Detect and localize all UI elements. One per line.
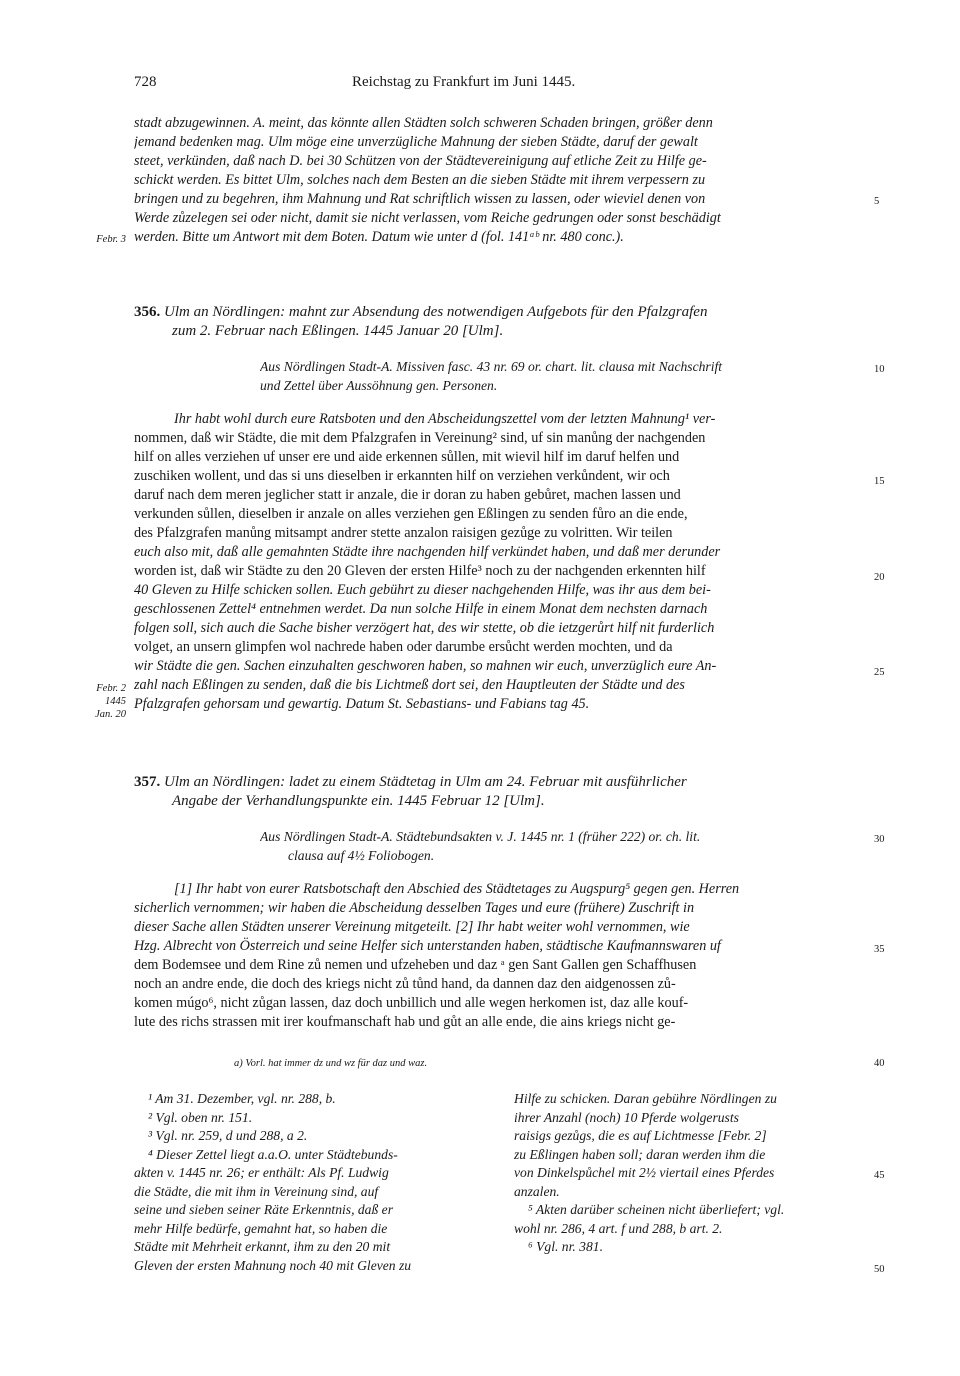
text-line: Pfalzgrafen gehorsam und gewartig. Datum St. Sebastians- und Fabians tag 45.: [134, 696, 590, 712]
margin-date: Febr. 3: [96, 234, 126, 245]
running-title: Reichstag zu Frankfurt im Juni 1445.: [352, 74, 576, 90]
heading-text: Ulm an Nördlingen: mahnt zur Absendung des notwendigen Aufgebots für den Pfalzgrafen: [164, 304, 708, 320]
apparatus-note: a) Vorl. hat immer dz und wz für daz und waz.: [234, 1058, 428, 1069]
heading-text: Angabe der Verhandlungspunkte ein. 1445 Februar 12 [Ulm].: [172, 793, 545, 809]
footnote: mehr Hilfe bedürfe, gemahnt hat, so haben die: [134, 1220, 388, 1236]
text-line: sicherlich vernommen; wir haben die Abscheidung desselben Tages und eure (frühere) Zuschrift in: [134, 900, 695, 916]
text-line: euch also mit, daß alle gemahnten Städte ihre nachgenden hilf verkündet haben, und daß mer derunder: [134, 544, 721, 560]
line-number: 45: [874, 1170, 885, 1181]
line-number: 40: [874, 1058, 885, 1069]
entry-number: 356.: [134, 304, 161, 320]
text-line: wir Städte die gen. Sachen einzuhalten geschworen haben, so mahnen wir euch, unverzüglich eure An-: [134, 658, 717, 674]
source-note: [260, 358, 866, 396]
text-line: verkunden sůllen, dieselben ir anzale on alles verziehen gen Eßlingen zu senden fůro an die ende,: [134, 506, 688, 522]
text-line: bringen und zu begehren, ihm Mahnung und Rat schriftlich wissen zu lassen, oder wieviel denen von: [134, 191, 706, 207]
text-line: [1] Ihr habt von eurer Ratsbotschaft den Abschied des Städtetages zu Augspurg⁵ gegen gen. Herren: [174, 881, 740, 897]
footnote: ¹ Am 31. Dezember, vgl. nr. 288, b.: [148, 1091, 336, 1106]
footnotes-left: [134, 1090, 494, 1275]
text-line: zuschiken wollent, und das si uns dieselben ir erkannten hilf on verziehen verkůndent, wir och: [134, 468, 670, 484]
margin-date: Febr. 2 1445 Jan. 20: [95, 683, 126, 720]
text-line: zahl nach Eßlingen zu senden, daß die bis Lichtmeß dort sei, den Hauptleuten der Städte und des: [134, 677, 685, 693]
text-line: 40 Gleven zu Hilfe schicken sollen. Euch gebührt zu dieser nachgehenden Hilfe, was ihr aus dem bei-: [134, 582, 711, 598]
text-line: volget, an unsern glimpfen wol nachrede haben oder darumbe ersůcht werden mochten, und da: [134, 639, 673, 655]
footnote: Hilfe zu schicken. Daran gebühre Nördlingen zu: [514, 1091, 777, 1106]
text-line: Hzg. Albrecht von Österreich und seine Helfer sich unterstanden haben, städtische Kaufmannswaren uf: [134, 938, 721, 954]
text-line: des Pfalzgrafen manůng mitsampt andrer stette anzalon raisigen gezůge zu volritten. Wir teilen: [134, 525, 673, 541]
footnote: anzalen.: [514, 1183, 560, 1199]
text-line: lute des richs strassen mit irer koufmanschaft hab und gůt an alle ende, die ains kriegs nicht ge-: [134, 1014, 676, 1030]
footnote: ³ Vgl. nr. 259, d und 288, a 2.: [148, 1128, 308, 1143]
text-line: werden. Bitte um Antwort mit dem Boten. Datum wie unter d (fol. 141ᵃᵇ nr. 480 conc.).: [134, 229, 624, 245]
heading-text: Ulm an Nördlingen: ladet zu einem Städtetag in Ulm am 24. Februar mit ausführlicher: [164, 774, 687, 790]
footnotes-right: [514, 1090, 866, 1257]
text-line: worden ist, daß wir Städte zu den 20 Gleven der ersten Hilfe³ noch zu der nachgenden erkennten hilf: [134, 563, 706, 579]
text-line: daruf nach dem meren jeglicher statt ir anzale, die ir doran zu haben gebůret, machen lassen und: [134, 487, 681, 503]
text-line: komen múgo⁶, nicht zůgan lassen, daz doch unbillich und alle wegen herkomen ist, daz alle kouf-: [134, 995, 689, 1011]
line-number: 35: [874, 944, 885, 955]
source-note: [260, 828, 866, 866]
text-line: hilf on alles verziehen uf unser ere und aide erkennen sůllen, mit wievil hilf im daruf helfen und: [134, 449, 680, 465]
footnote: die Städte, die mit ihm in Vereinung sind, auf: [134, 1183, 379, 1199]
entry-body: [134, 410, 866, 714]
text-line: stadt abzugewinnen. A. meint, das könnte allen Städten solch schweren Schaden bringen, größer denn: [134, 115, 713, 131]
footnote: seine und sieben seiner Räte Erkenntnis, daß er: [134, 1202, 393, 1217]
text-line: noch an andre ende, die doch des kriegs nicht zů tůnd hand, da dannen daz den aidgenossen zů-: [134, 976, 676, 992]
footnote: ² Vgl. oben nr. 151.: [148, 1109, 253, 1125]
entry-body: [134, 880, 866, 1032]
text-line: jemand bedenken mag. Ulm möge eine unverzügliche Mahnung der sieben Städte, daruf der gewalt: [134, 134, 698, 150]
line-number: 50: [874, 1264, 885, 1275]
page-number: 728: [134, 74, 157, 90]
text-line: nommen, daß wir Städte, die mit dem Pfalzgrafen in Vereinung² sind, uf sin manůng der nachgenden: [134, 430, 706, 446]
text-line: dem Bodemsee und dem Rine zů nemen und ufzeheben und daz ᵃ gen Sant Gallen gen Schaffhusen: [134, 957, 697, 973]
footnote: ihrer Anzahl (noch) 10 Pferde wolgerusts: [514, 1109, 739, 1125]
source-line: Aus Nördlingen Stadt-A. Städtebundsakten v. J. 1445 nr. 1 (früher 222) or. ch. lit.: [260, 829, 701, 844]
footnote: von Dinkelspůchel mit 2½ viertail eines Pferdes: [514, 1165, 775, 1180]
continuation-paragraph: [134, 114, 866, 247]
footnote: ⁵ Akten darüber scheinen nicht überliefert; vgl.: [528, 1202, 785, 1217]
line-number: 5: [874, 196, 880, 207]
heading-text: zum 2. Februar nach Eßlingen. 1445 Januar 20 [Ulm].: [172, 323, 504, 339]
footnote: akten v. 1445 nr. 26; er enthält: Als Pf. Ludwig: [134, 1165, 389, 1180]
text-line: steet, verkünden, daß nach D. bei 30 Schützen von der Städtevereinigung auf etliche Zeit zu Hilfe ge-: [134, 153, 707, 169]
line-number: 20: [874, 572, 885, 583]
text-line: folgen soll, sich auch die Sache bisher verzögert hat, des wir stette, ob die ietzgerůrt hilf nit furderlich: [134, 620, 715, 636]
text-line: geschlossenen Zettel⁴ entnehmen werdet. Da nun solche Hilfe in einem Monat dem nechsten darnach: [134, 601, 708, 617]
entry-heading: [134, 302, 866, 340]
text-line: Ihr habt wohl durch eure Ratsboten und den Abscheidungszettel vom der letzten Mahnung¹ ver-: [174, 411, 716, 427]
entry-number: 357.: [134, 774, 161, 790]
line-number: 25: [874, 667, 885, 678]
footnote: Gleven der ersten Mahnung noch 40 mit Gleven zu: [134, 1257, 412, 1273]
source-line: und Zettel über Aussöhnung gen. Personen.: [260, 378, 498, 393]
footnote: Städte mit Mehrheit erkannt, ihm zu den 20 mit: [134, 1239, 391, 1254]
footnote: zu Eßlingen haben soll; daran werden ihm die: [514, 1146, 766, 1162]
entry-heading: [134, 772, 866, 810]
line-number: 30: [874, 834, 885, 845]
line-number: 15: [874, 476, 885, 487]
source-line: clausa auf 4½ Foliobogen.: [288, 848, 435, 863]
line-number: 10: [874, 364, 885, 375]
footnote: raisigs gezůgs, die es auf Lichtmesse [Febr. 2]: [514, 1128, 767, 1143]
footnote: ⁶ Vgl. nr. 381.: [528, 1239, 603, 1254]
text-line: Werde zůzelegen sei oder nicht, damit sie nicht verlassen, vom Reiche gedrungen oder sonst beschädigt: [134, 210, 721, 226]
footnote: wohl nr. 286, 4 art. f und 288, b art. 2.: [514, 1220, 723, 1236]
text-line: schickt werden. Es bittet Ulm, solches nach dem Besten an die sieben Städte mit ihrem verpessern zu: [134, 172, 706, 188]
text-line: dieser Sache allen Städten unserer Vereinung mitgeteilt. [2] Ihr habt weiter wohl vernommen, wie: [134, 919, 690, 935]
footnote: ⁴ Dieser Zettel liegt a.a.O. unter Städtebunds-: [148, 1146, 398, 1162]
source-line: Aus Nördlingen Stadt-A. Missiven fasc. 43 nr. 69 or. chart. lit. clausa mit Nachschrift: [260, 359, 723, 374]
